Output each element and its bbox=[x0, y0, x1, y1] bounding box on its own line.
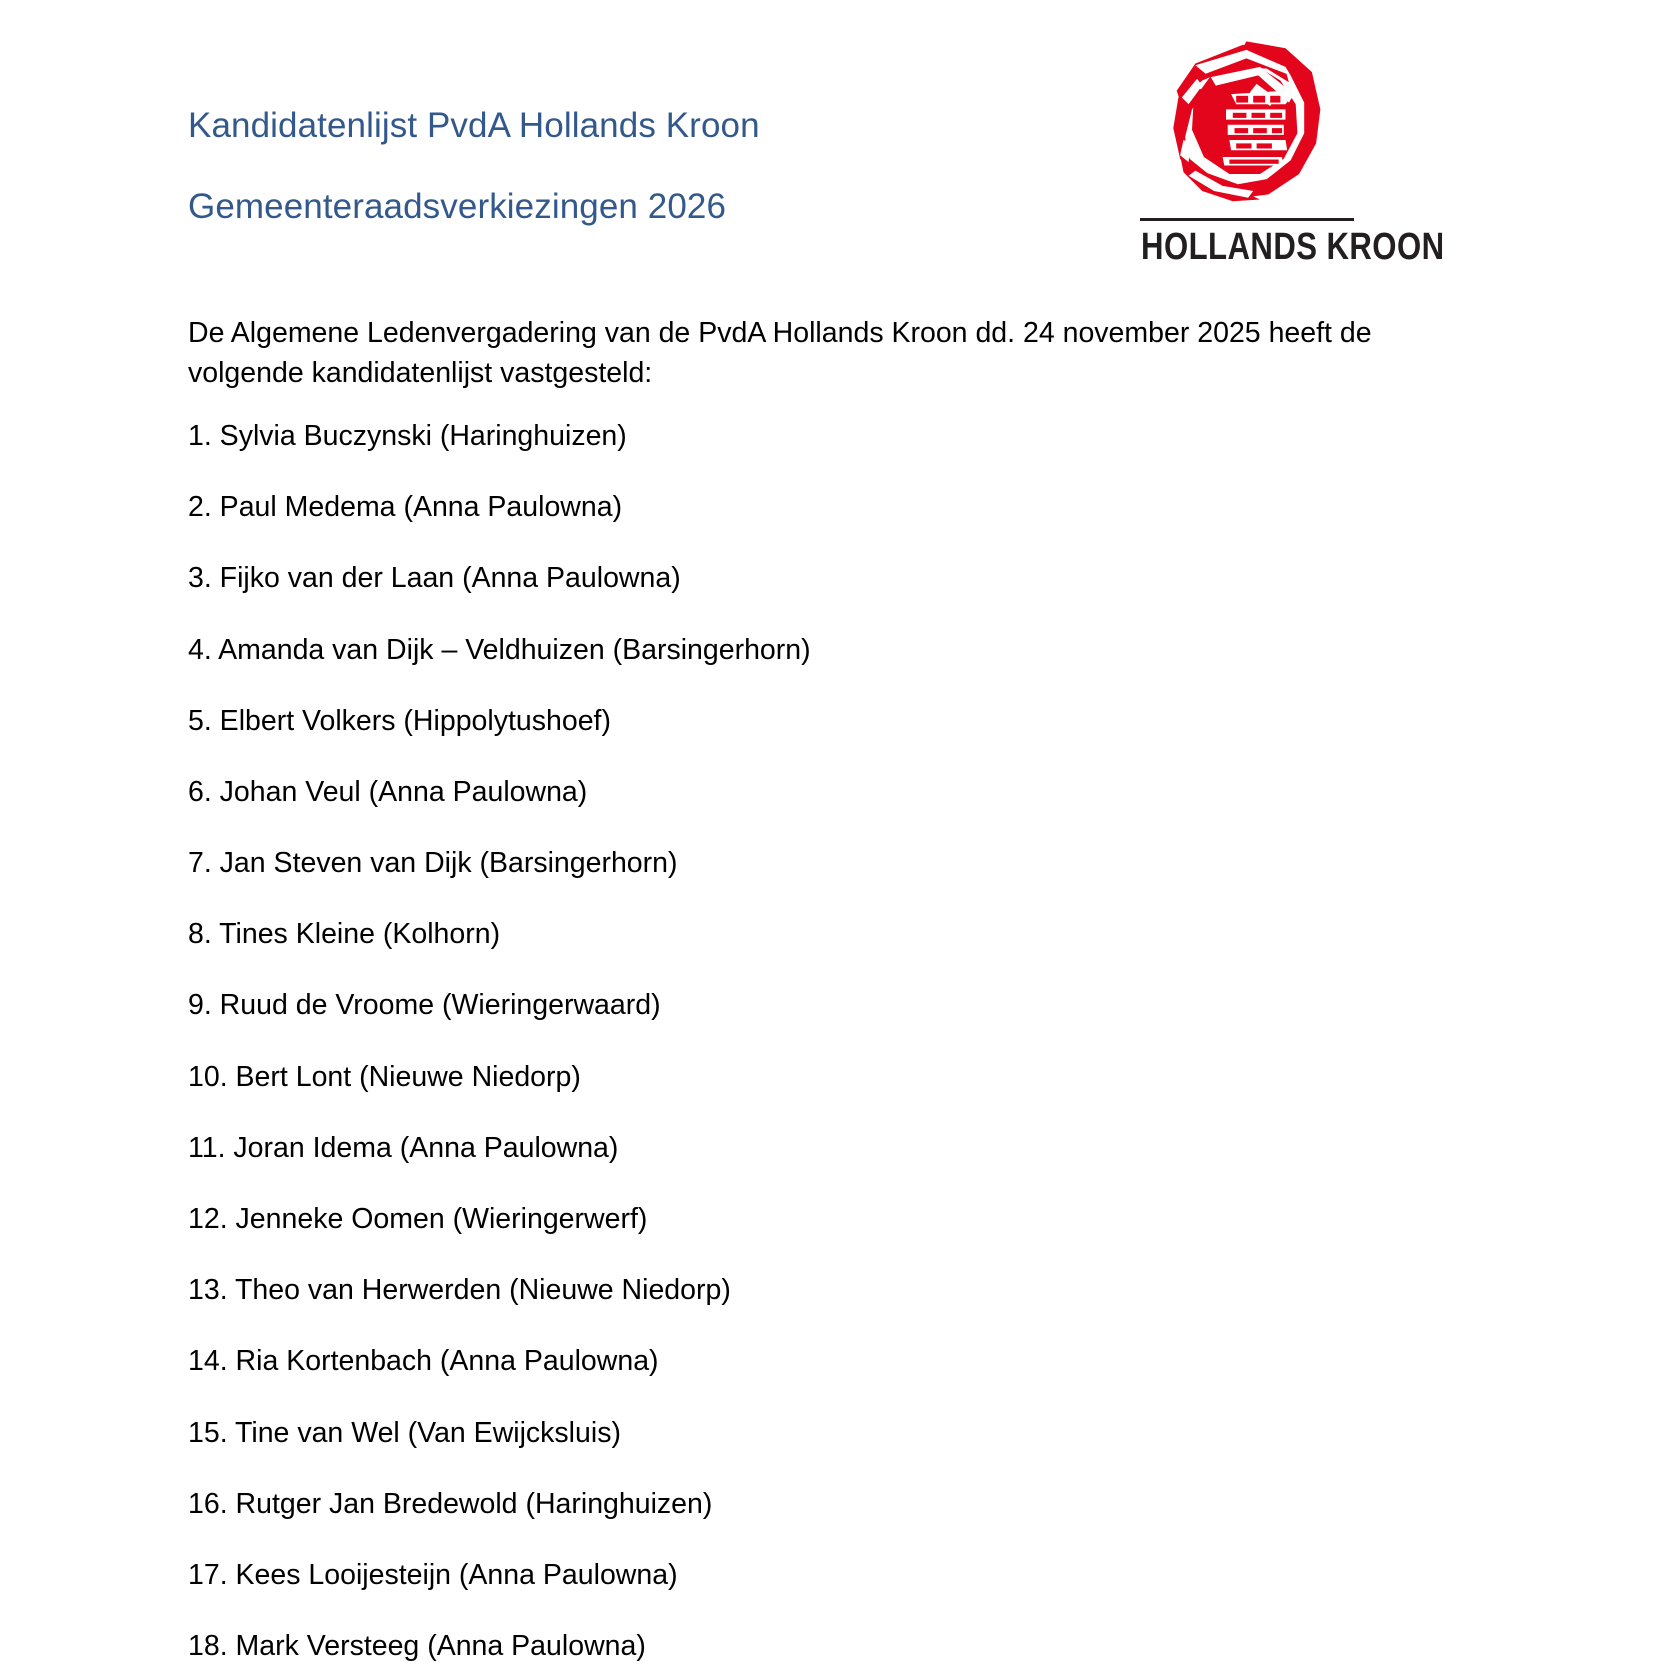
logo-divider-rule bbox=[1140, 218, 1354, 221]
list-item: 1. Sylvia Buczynski (Haringhuizen) bbox=[188, 419, 627, 452]
list-item: 5. Elbert Volkers (Hippolytushoef) bbox=[188, 704, 611, 737]
pvda-hollands-kroon-logo bbox=[1118, 38, 1445, 270]
logo-wordmark: HOLLANDS KROON bbox=[1141, 226, 1445, 268]
list-item: 15. Tine van Wel (Van Ewijcksluis) bbox=[188, 1416, 621, 1449]
list-item: 9. Ruud de Vroome (Wieringerwaard) bbox=[188, 989, 661, 1022]
list-item: 16. Rutger Jan Bredewold (Haringhuizen) bbox=[188, 1487, 713, 1520]
title-block bbox=[188, 104, 1088, 266]
list-item: 12. Jenneke Oomen (Wieringerwerf) bbox=[188, 1203, 648, 1235]
list-item: 3. Fijko van der Laan (Anna Paulowna) bbox=[188, 562, 681, 595]
list-item: 8. Tines Kleine (Kolhorn) bbox=[188, 918, 501, 951]
pvda-rose-fist-icon bbox=[1158, 38, 1328, 208]
document-header bbox=[0, 0, 1654, 290]
list-item: 14. Ria Kortenbach (Anna Paulowna) bbox=[188, 1345, 659, 1378]
list-item: 2. Paul Medema (Anna Paulowna) bbox=[188, 491, 623, 524]
list-item: 6. Johan Veul (Anna Paulowna) bbox=[188, 775, 588, 808]
list-item: 13. Theo van Herwerden (Nieuwe Niedorp) bbox=[188, 1274, 731, 1307]
list-item: 18. Mark Versteeg (Anna Paulowna) bbox=[188, 1630, 646, 1663]
list-item: 7. Jan Steven van Dijk (Barsingerhorn) bbox=[188, 847, 678, 880]
list-item: 10. Bert Lont (Nieuwe Niedorp) bbox=[188, 1060, 581, 1093]
intro-paragraph: De Algemene Ledenvergadering van de PvdA Hollands Kroon dd. 24 november 2025 heeft de volgende kandidatenlijst vastgesteld: bbox=[188, 317, 1372, 390]
document-body bbox=[188, 313, 1388, 1663]
candidate-list bbox=[188, 419, 1388, 1663]
list-item: 11. Joran Idema (Anna Paulowna) bbox=[188, 1131, 619, 1164]
page-title-line-1: Kandidatenlijst PvdA Hollands Kroon bbox=[188, 106, 760, 145]
list-item: 17. Kees Looijesteijn (Anna Paulowna) bbox=[188, 1558, 678, 1591]
list-item: 4. Amanda van Dijk – Veldhuizen (Barsingerhorn) bbox=[188, 633, 811, 666]
page-title-line-2: Gemeenteraadsverkiezingen 2026 bbox=[188, 186, 727, 226]
